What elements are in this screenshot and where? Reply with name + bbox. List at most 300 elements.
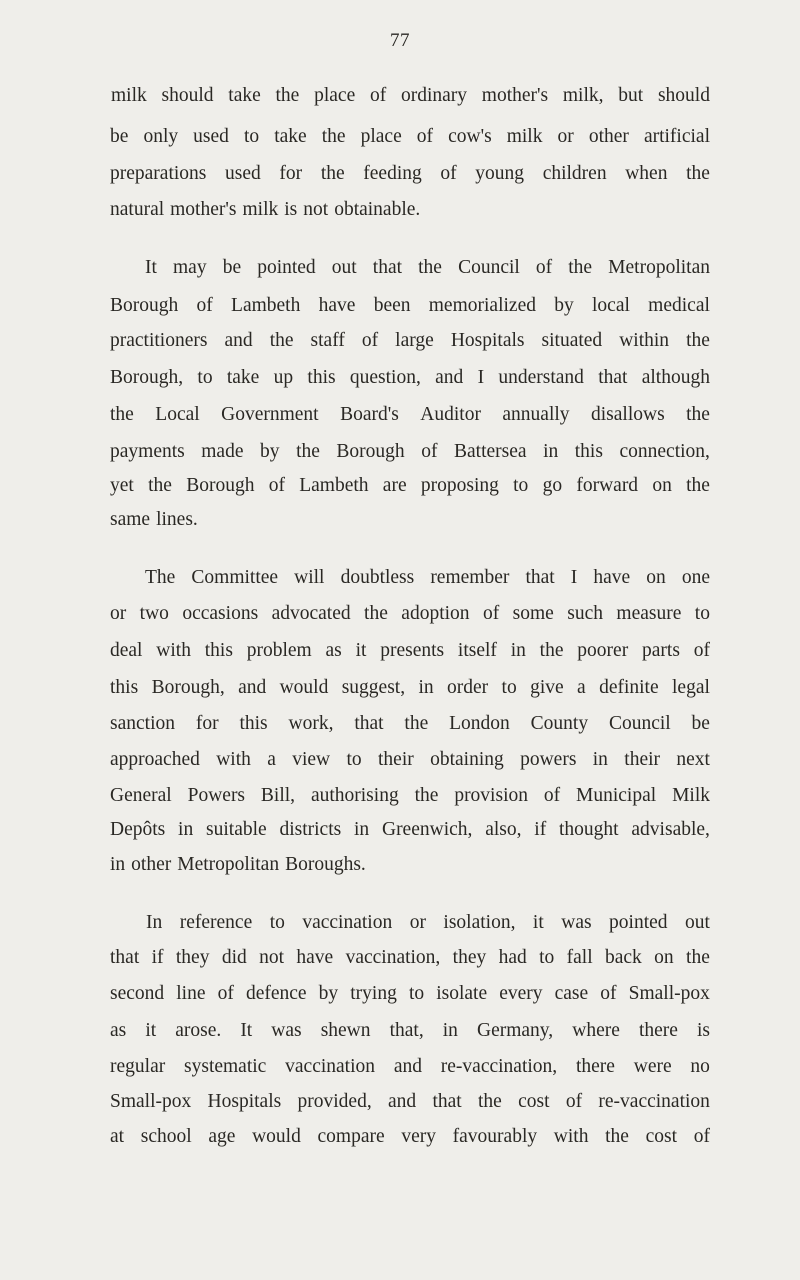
word: compare: [317, 1126, 385, 1147]
word: with: [156, 640, 191, 661]
word: other: [588, 126, 629, 147]
word: school: [140, 1126, 192, 1147]
text-line: [110, 163, 710, 185]
word: to: [694, 603, 710, 624]
word: disallows: [591, 404, 665, 425]
word: Borough: [110, 295, 179, 316]
word: but: [618, 85, 644, 106]
word: should: [657, 85, 710, 106]
word: advisable,: [631, 819, 710, 840]
word: lines.: [156, 509, 198, 530]
text-line: [110, 819, 710, 841]
text-line: [145, 257, 710, 279]
word: defence: [245, 983, 307, 1004]
text-line: [110, 603, 710, 625]
word: of: [440, 163, 457, 184]
word: within: [619, 330, 670, 351]
word: pointed: [609, 912, 668, 933]
word: legal: [672, 677, 710, 698]
word: Battersea: [453, 441, 527, 462]
text-line: [110, 713, 710, 735]
word: and: [393, 1056, 422, 1077]
word: work,: [288, 713, 334, 734]
word: vaccination,: [345, 947, 441, 968]
word: they: [175, 947, 210, 968]
word: up: [273, 367, 294, 388]
word: out: [685, 912, 710, 933]
word: Small-pox: [110, 1091, 192, 1112]
word: itself: [457, 640, 497, 661]
word: by: [554, 295, 574, 316]
word: other: [131, 854, 172, 875]
word: there: [638, 1020, 678, 1041]
word: Metropolitan: [177, 854, 280, 875]
word: go: [542, 475, 563, 496]
word: have: [318, 295, 356, 316]
word: mother's: [481, 85, 549, 106]
word: natural: [110, 199, 165, 220]
word: suggest,: [341, 677, 406, 698]
word: been: [373, 295, 411, 316]
word: The: [145, 567, 176, 588]
text-line: [110, 367, 710, 389]
text-line: [110, 509, 204, 531]
word: a: [267, 749, 276, 770]
word: when: [625, 163, 668, 184]
word: was: [271, 1020, 302, 1041]
word: only: [143, 126, 179, 147]
word: be: [222, 257, 242, 278]
word: have: [593, 567, 631, 588]
word: problem: [246, 640, 312, 661]
word: definite: [599, 677, 659, 698]
word: occasions: [182, 603, 259, 624]
word: It: [145, 257, 157, 278]
word: powers: [520, 749, 577, 770]
word: that: [110, 947, 140, 968]
word: annually: [502, 404, 570, 425]
word: should: [161, 85, 214, 106]
word: very: [401, 1126, 436, 1147]
word: no: [690, 1056, 710, 1077]
word: Local: [155, 404, 200, 425]
word: young: [475, 163, 525, 184]
word: is: [696, 1020, 710, 1041]
word: of: [217, 983, 234, 1004]
word: the: [414, 785, 439, 806]
word: obtaining: [430, 749, 504, 770]
word: the: [418, 257, 442, 278]
text-line: [110, 749, 710, 771]
text-line: [111, 85, 710, 107]
word: milk,: [562, 85, 604, 106]
word: next: [676, 749, 710, 770]
word: the: [686, 475, 710, 496]
word: although: [641, 367, 710, 388]
text-line: [110, 404, 710, 426]
word: for: [279, 163, 303, 184]
word: fall: [566, 947, 593, 968]
text-line: [110, 785, 710, 807]
text-line: [110, 854, 372, 876]
word: the: [686, 404, 710, 425]
word: every: [499, 983, 543, 1004]
page-number: 77: [390, 30, 410, 51]
word: to: [269, 912, 285, 933]
word: with: [216, 749, 251, 770]
word: poorer: [577, 640, 629, 661]
word: of: [565, 1091, 583, 1112]
word: is: [284, 199, 298, 220]
word: I: [477, 367, 485, 388]
word: be: [110, 126, 129, 147]
word: situated: [541, 330, 603, 351]
word: deal: [110, 640, 143, 661]
word: the: [568, 257, 593, 278]
word: milk: [506, 126, 543, 147]
word: it: [355, 640, 367, 661]
word: take: [228, 85, 261, 106]
word: and: [224, 330, 253, 351]
word: in: [510, 640, 526, 661]
word: parts: [642, 640, 680, 661]
word: where: [572, 1020, 620, 1041]
word: and: [388, 1091, 417, 1112]
word: pointed: [257, 257, 316, 278]
word: re-vaccination,: [440, 1056, 558, 1077]
word: Auditor: [420, 404, 481, 425]
word: County: [530, 713, 589, 734]
word: presents: [380, 640, 445, 661]
word: trying: [350, 983, 397, 1004]
word: in: [178, 819, 194, 840]
word: they: [452, 947, 487, 968]
text-line: [110, 441, 710, 463]
word: in: [543, 441, 559, 462]
word: milk: [242, 199, 279, 220]
word: It: [240, 1020, 253, 1041]
text-line: [110, 677, 710, 699]
word: the: [110, 404, 134, 425]
word: the: [478, 1091, 502, 1112]
word: used: [193, 126, 229, 147]
text-line: [146, 912, 710, 934]
word: Government: [221, 404, 319, 425]
word: approached: [110, 749, 200, 770]
word: in: [418, 677, 434, 698]
word: General: [110, 785, 172, 806]
word: artificial: [643, 126, 710, 147]
word: Borough,: [110, 367, 184, 388]
word: proposing: [420, 475, 499, 496]
word: there: [575, 1056, 615, 1077]
word: this: [204, 640, 233, 661]
text-line: [110, 1056, 710, 1078]
word: order: [447, 677, 489, 698]
word: place: [314, 85, 356, 106]
word: Metropolitan: [608, 257, 710, 278]
word: practitioners: [110, 330, 208, 351]
word: Milk: [672, 785, 710, 806]
word: the: [404, 713, 429, 734]
word: obtainable.: [334, 199, 421, 220]
word: medical: [648, 295, 710, 316]
word: to: [346, 749, 362, 770]
word: place: [360, 126, 402, 147]
word: preparations: [110, 163, 207, 184]
word: as: [325, 640, 342, 661]
word: the: [686, 163, 710, 184]
word: measure: [616, 603, 682, 624]
word: provided,: [297, 1091, 372, 1112]
word: their: [624, 749, 661, 770]
word: to: [243, 126, 260, 147]
word: local: [592, 295, 630, 316]
word: this: [574, 441, 603, 462]
word: Borough: [186, 475, 255, 496]
word: that: [372, 257, 403, 278]
word: the: [296, 441, 320, 462]
word: or: [409, 912, 426, 933]
word: of: [421, 441, 438, 462]
word: I: [570, 567, 578, 588]
word: would: [279, 677, 329, 698]
word: forward: [576, 475, 639, 496]
word: in: [110, 854, 126, 875]
word: connection,: [619, 441, 710, 462]
word: to: [501, 677, 517, 698]
word: vaccination: [302, 912, 393, 933]
text-line: [110, 947, 710, 969]
word: to: [539, 947, 555, 968]
word: that: [525, 567, 555, 588]
word: to: [408, 983, 425, 1004]
word: or: [557, 126, 574, 147]
word: to: [513, 475, 529, 496]
word: in: [442, 1020, 458, 1041]
word: Small-pox: [628, 983, 710, 1004]
word: be: [691, 713, 710, 734]
word: as: [110, 1020, 127, 1041]
word: mother's: [170, 199, 237, 220]
word: would: [252, 1126, 301, 1147]
word: arose.: [175, 1020, 222, 1041]
word: London: [449, 713, 510, 734]
word: systematic: [184, 1056, 267, 1077]
word: Greenwich,: [381, 819, 473, 840]
word: out: [331, 257, 357, 278]
word: the: [148, 475, 172, 496]
word: regular: [110, 1056, 166, 1077]
word: reference: [179, 912, 253, 933]
word: isolation,: [443, 912, 516, 933]
word: the: [539, 640, 564, 661]
word: Board's: [340, 404, 399, 425]
word: such: [567, 603, 603, 624]
word: cow's: [448, 126, 492, 147]
word: also,: [485, 819, 522, 840]
word: two: [139, 603, 169, 624]
word: districts: [279, 819, 342, 840]
word: Germany,: [477, 1020, 554, 1041]
word: the: [364, 603, 388, 624]
word: by: [260, 441, 280, 462]
word: the: [321, 126, 346, 147]
word: used: [225, 163, 261, 184]
word: one: [681, 567, 710, 588]
text-line: [145, 567, 710, 589]
text-line: [110, 330, 710, 352]
word: Borough,: [151, 677, 225, 698]
word: at: [110, 1126, 125, 1147]
word: Council: [608, 713, 671, 734]
text-line: [110, 983, 710, 1005]
text-line: [110, 199, 426, 221]
word: Powers: [187, 785, 246, 806]
text-line: [110, 295, 710, 317]
word: Borough: [336, 441, 405, 462]
text-line: [110, 1091, 710, 1113]
word: it: [532, 912, 544, 933]
word: of: [535, 257, 553, 278]
text-line: [110, 1126, 710, 1148]
word: if: [534, 819, 547, 840]
word: same: [110, 509, 151, 530]
word: Depôts: [110, 819, 166, 840]
word: with: [553, 1126, 589, 1147]
word: question,: [349, 367, 421, 388]
word: Municipal: [576, 785, 657, 806]
word: line: [176, 983, 206, 1004]
word: view: [292, 749, 331, 770]
word: the: [605, 1126, 629, 1147]
word: authorising: [310, 785, 399, 806]
word: age: [208, 1126, 236, 1147]
word: Committee: [191, 567, 279, 588]
word: of: [600, 983, 617, 1004]
word: provision: [454, 785, 528, 806]
word: Bill,: [260, 785, 296, 806]
word: cost: [518, 1091, 550, 1112]
text-line: [110, 475, 710, 497]
word: to: [197, 367, 213, 388]
word: ordinary: [400, 85, 468, 106]
word: of: [268, 475, 285, 496]
word: favourably: [452, 1126, 538, 1147]
word: doubtless: [340, 567, 415, 588]
word: second: [110, 983, 165, 1004]
word: adoption: [401, 603, 470, 624]
word: if: [151, 947, 164, 968]
word: on: [654, 947, 674, 968]
word: a: [577, 677, 586, 698]
word: back: [605, 947, 642, 968]
word: isolate: [436, 983, 488, 1004]
word: take: [274, 126, 307, 147]
word: in: [354, 819, 370, 840]
word: of: [416, 126, 434, 147]
word: of: [693, 640, 710, 661]
word: feeding: [363, 163, 422, 184]
word: advocated: [271, 603, 351, 624]
word: case: [554, 983, 589, 1004]
word: milk: [111, 85, 147, 106]
word: of: [196, 295, 213, 316]
word: and: [435, 367, 464, 388]
word: had: [498, 947, 527, 968]
word: In: [146, 912, 163, 933]
word: of: [361, 330, 379, 351]
word: take: [226, 367, 260, 388]
word: this: [307, 367, 336, 388]
word: remember: [430, 567, 510, 588]
word: re-vaccination: [598, 1091, 710, 1112]
word: that: [432, 1091, 462, 1112]
word: their: [378, 749, 414, 770]
word: large: [395, 330, 434, 351]
word: Lambeth: [299, 475, 369, 496]
word: shewn: [320, 1020, 371, 1041]
word: Boroughs.: [285, 854, 366, 875]
word: are: [382, 475, 407, 496]
word: did: [221, 947, 247, 968]
word: cost: [645, 1126, 678, 1147]
word: of: [693, 1126, 710, 1147]
word: made: [201, 441, 244, 462]
word: give: [530, 677, 564, 698]
word: for: [195, 713, 219, 734]
word: suitable: [206, 819, 267, 840]
word: the: [686, 947, 710, 968]
word: that,: [389, 1020, 424, 1041]
word: of: [543, 785, 561, 806]
word: not: [259, 947, 285, 968]
word: on: [646, 567, 666, 588]
text-line: [110, 1020, 710, 1042]
word: of: [482, 603, 500, 624]
word: have: [296, 947, 334, 968]
word: Lambeth: [231, 295, 301, 316]
word: payments: [110, 441, 185, 462]
word: in: [592, 749, 608, 770]
word: the: [275, 85, 300, 106]
word: the: [686, 330, 710, 351]
word: memorialized: [428, 295, 536, 316]
word: this: [110, 677, 139, 698]
word: was: [561, 912, 592, 933]
word: understand: [498, 367, 584, 388]
word: some: [512, 603, 554, 624]
word: it: [145, 1020, 157, 1041]
word: or: [110, 603, 127, 624]
word: that: [598, 367, 628, 388]
word: sanction: [110, 713, 175, 734]
word: not: [303, 199, 329, 220]
word: vaccination: [285, 1056, 376, 1077]
word: children: [542, 163, 607, 184]
word: and: [238, 677, 267, 698]
text-line: [110, 640, 710, 662]
word: that: [354, 713, 384, 734]
word: of: [369, 85, 387, 106]
word: will: [294, 567, 325, 588]
word: yet: [110, 475, 134, 496]
word: Hospitals: [450, 330, 525, 351]
word: the: [320, 163, 345, 184]
word: on: [652, 475, 672, 496]
word: Council: [458, 257, 520, 278]
word: thought: [559, 819, 619, 840]
